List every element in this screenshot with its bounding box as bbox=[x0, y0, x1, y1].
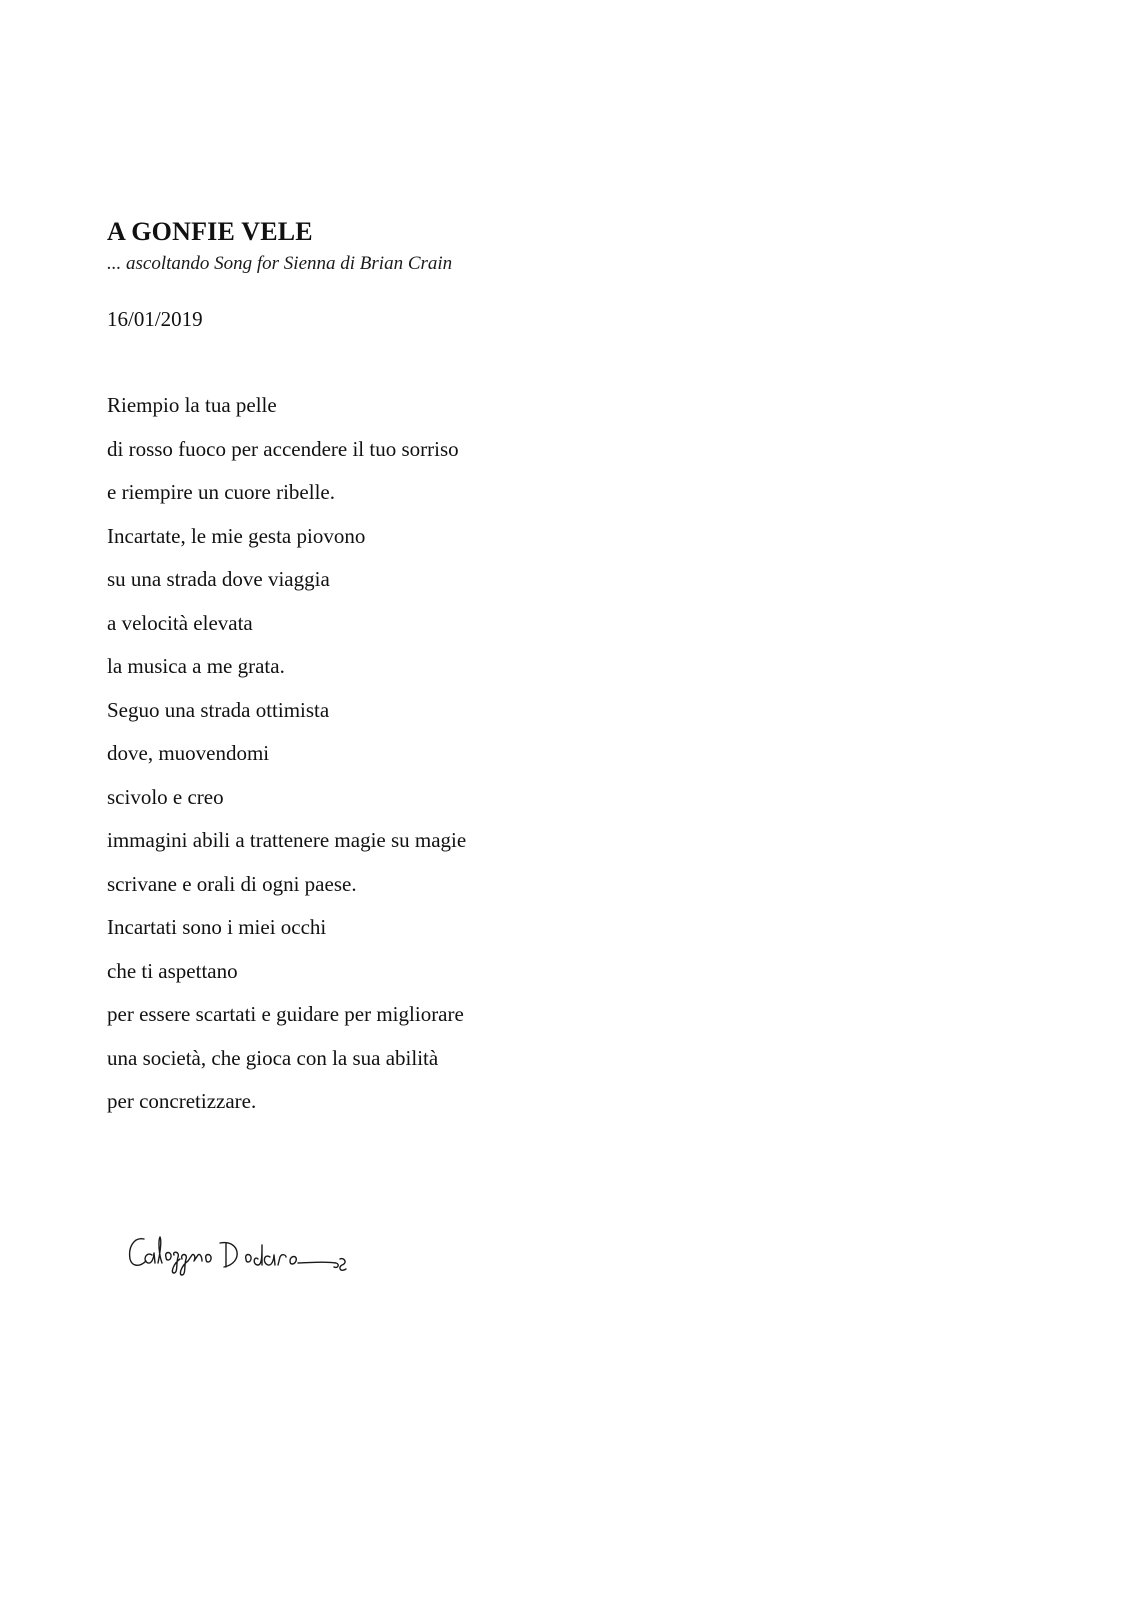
poem-line: su una strada dove viaggia bbox=[107, 567, 330, 591]
poem-line: e riempire un cuore ribelle. bbox=[107, 480, 335, 504]
poem-line: scrivane e orali di ogni paese. bbox=[107, 871, 357, 896]
poem-line: immagini abili a trattenere magie su magie bbox=[107, 828, 467, 852]
poem-line: la musica a me grata. bbox=[107, 654, 285, 678]
poem-title: A GONFIE VELE bbox=[107, 217, 313, 246]
poem-date: 16/01/2019 bbox=[107, 307, 203, 331]
poem-line: Incartati sono i miei occhi bbox=[107, 915, 327, 939]
poem-line: per essere scartati e guidare per migliorare bbox=[107, 1002, 464, 1026]
poem-line: che ti aspettano bbox=[107, 958, 238, 983]
poem-line: Seguo una strada ottimista bbox=[107, 697, 330, 722]
poem-subtitle: ... ascoltando Song for Sienna di Brian Crain bbox=[107, 253, 453, 274]
poem-line: Riempio la tua pelle bbox=[107, 393, 277, 417]
poem-line: dove, muovendomi bbox=[107, 741, 270, 765]
handwritten-signature bbox=[128, 1233, 358, 1283]
poem-line: scivolo e creo bbox=[107, 784, 224, 809]
poem-line: di rosso fuoco per accendere il tuo sorriso bbox=[107, 436, 459, 461]
poem-body bbox=[107, 392, 466, 1132]
poem-line: Incartate, le mie gesta piovono bbox=[107, 523, 366, 548]
poem-line: a velocità elevata bbox=[107, 610, 253, 635]
poem-line: per concretizzare. bbox=[107, 1089, 257, 1113]
poem-line: una società, che gioca con la sua abilità bbox=[107, 1045, 439, 1070]
